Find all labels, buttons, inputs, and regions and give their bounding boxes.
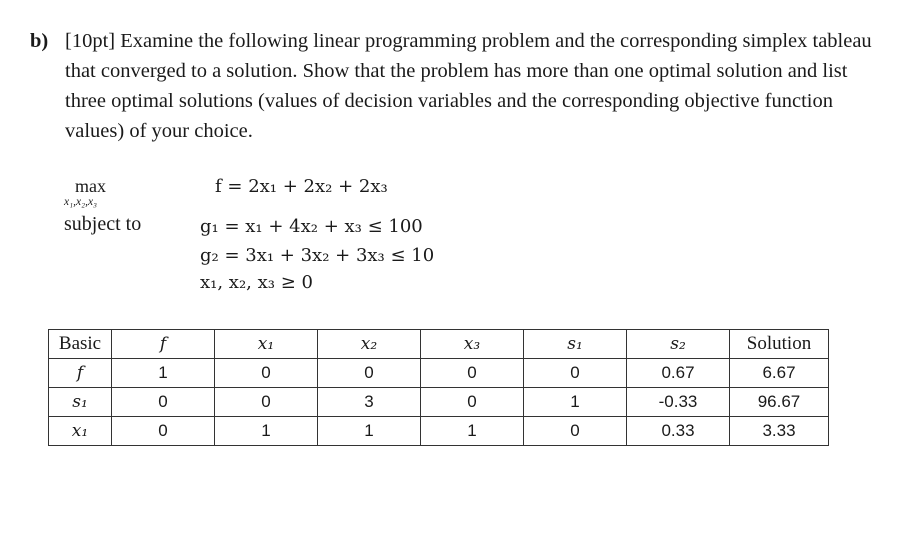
header-s1: s₁ [524,330,627,359]
row-basic-var: s₁ [49,388,112,417]
table-cell: 3 [318,388,421,417]
header-x1: x₁ [215,330,318,359]
max-operator: max [75,176,106,196]
header-f: f [112,330,215,359]
header-solution: Solution [730,330,829,359]
table-cell: 0 [524,359,627,388]
table-row [49,417,829,446]
table-cell: 6.67 [730,359,829,388]
constraint-g2: g₂ = 3x₁ + 3x₂ + 3x₃ ≤ 10 [200,245,435,266]
table-cell: 1 [421,417,524,446]
simplex-tableau [48,329,829,446]
table-cell: -0.33 [627,388,730,417]
table-cell: 0.33 [627,417,730,446]
header-s2: s₂ [627,330,730,359]
constraint-g1: g₁ = x₁ + 4x₂ + x₃ ≤ 100 [200,216,423,237]
problem-statement [30,26,880,146]
table-cell: 0 [112,388,215,417]
header-x2: x₂ [318,330,421,359]
tableau-header-row [49,330,829,359]
objective-function: f = 2x₁ + 2x₂ + 2x₃ [215,176,388,197]
max-subscript: x₁,x₂,x₃ [64,196,98,208]
table-row [49,388,829,417]
nonnegativity-constraint: x₁, x₂, x₃ ≥ 0 [200,272,313,293]
table-cell: 1 [215,417,318,446]
row-basic-var: f [49,359,112,388]
table-cell: 0 [318,359,421,388]
table-cell: 0 [421,388,524,417]
table-cell: 1 [318,417,421,446]
row-basic-var: x₁ [49,417,112,446]
header-basic: Basic [49,330,112,359]
table-cell: 1 [524,388,627,417]
table-cell: 0 [421,359,524,388]
table-cell: 0 [215,359,318,388]
table-row [49,359,829,388]
table-cell: 3.33 [730,417,829,446]
table-cell: 96.67 [730,388,829,417]
table-cell: 0.67 [627,359,730,388]
table-cell: 1 [112,359,215,388]
table-cell: 0 [112,417,215,446]
header-x3: x₃ [421,330,524,359]
subject-to-label: subject to [64,213,142,235]
problem-text: [10pt] Examine the following linear programming problem and the corresponding simplex tableau that converged to a solution. Show that the problem has more than one optimal solution and list three optimal solutions (values of decision variables and the corresponding objective function values) of your choice. [65,30,872,142]
table-cell: 0 [215,388,318,417]
part-label: b) [30,30,49,52]
table-cell: 0 [524,417,627,446]
